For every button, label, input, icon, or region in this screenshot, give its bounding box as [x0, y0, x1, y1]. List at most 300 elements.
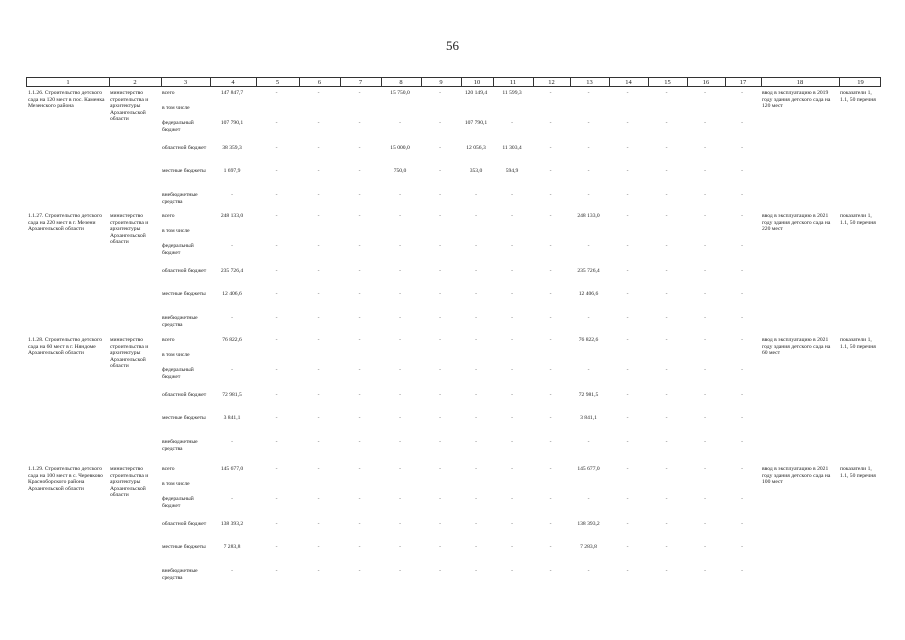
amount-cell: -	[358, 337, 361, 343]
amount-cell: -	[231, 496, 233, 502]
column-divider	[493, 78, 494, 87]
amount-cell: -	[275, 315, 278, 321]
amount-cell: -	[399, 291, 401, 297]
amount-cell: -	[549, 120, 552, 126]
amount-cell: -	[549, 168, 552, 174]
amount-cell: 145 677,0	[577, 466, 600, 472]
amount-cell: -	[475, 415, 477, 421]
amount-cell: -	[475, 291, 477, 297]
funding-source: областной бюджет	[162, 145, 207, 151]
column-divider	[533, 78, 534, 87]
amount-cell: 138 393,2	[220, 521, 244, 527]
funding-source: всего	[162, 213, 175, 219]
amount-cell: -	[665, 145, 668, 151]
amount-cell: -	[549, 415, 552, 421]
amount-cell: -	[626, 415, 629, 421]
amount-cell: -	[626, 392, 629, 398]
amount-cell: -	[475, 392, 477, 398]
amount-cell: -	[475, 496, 477, 502]
amount-cell: 248 133,0	[577, 213, 600, 219]
amount-cell: -	[399, 268, 401, 274]
amount-cell: -	[275, 568, 278, 574]
column-number-12: 12	[548, 79, 555, 86]
amount-cell: -	[626, 192, 629, 198]
amount-cell: -	[511, 213, 513, 219]
amount-cell: -	[665, 466, 668, 472]
amount-cell: -	[358, 145, 361, 151]
amount-cell: -	[358, 192, 361, 198]
amount-cell: -	[626, 90, 629, 96]
column-divider	[609, 78, 610, 87]
column-number-15: 15	[664, 79, 671, 86]
amount-cell: -	[665, 213, 668, 219]
amount-cell: -	[665, 415, 668, 421]
amount-cell: -	[704, 439, 706, 445]
amount-cell: 138 393,2	[577, 521, 600, 527]
amount-cell: -	[358, 439, 361, 445]
item-title: 1.1.26. Строительство детского сада на 120 мест в пос. Каменка Мезенского района	[28, 90, 105, 110]
amount-cell: -	[511, 268, 513, 274]
amount-cell: -	[399, 568, 401, 574]
amount-cell: -	[511, 496, 513, 502]
amount-cell: -	[231, 192, 233, 198]
amount-cell: -	[511, 568, 513, 574]
column-divider	[161, 78, 162, 87]
amount-cell: -	[358, 90, 361, 96]
expected-result: ввод в эксплуатацию в 2021 году здания детского сада на 100 мест	[762, 466, 831, 486]
amount-cell: -	[317, 415, 320, 421]
amount-cell: -	[665, 192, 668, 198]
amount-cell: -	[475, 439, 477, 445]
amount-cell: 12 056,3	[466, 145, 486, 151]
amount-cell: -	[511, 243, 513, 249]
expected-result: ввод в эксплуатацию в 2019 году здания детского сада на 120 мест	[762, 90, 831, 110]
item-title: 1.1.29. Строительство детского сада на 100 мест в с. Черевково Красноборского района Архангельской области	[28, 466, 103, 492]
amount-cell: -	[399, 544, 401, 550]
amount-cell: -	[317, 90, 320, 96]
amount-cell: -	[587, 315, 590, 321]
page-number: 56	[446, 38, 459, 53]
amount-cell: -	[275, 90, 278, 96]
executor: министерство строительства и архитектуры Архангельской области	[110, 90, 149, 123]
executor: министерство строительства и архитектуры Архангельской области	[110, 337, 149, 370]
amount-cell: -	[665, 90, 668, 96]
amount-cell: -	[665, 521, 668, 527]
amount-cell: -	[549, 392, 552, 398]
amount-cell: -	[317, 120, 320, 126]
amount-cell: -	[511, 192, 513, 198]
amount-cell: -	[439, 213, 441, 219]
amount-cell: -	[275, 213, 278, 219]
amount-cell: 120 149,4	[464, 90, 488, 96]
funding-source: федеральный бюджет	[162, 496, 194, 509]
column-divider	[381, 78, 382, 87]
funding-source: в том числе	[162, 352, 190, 358]
amount-cell: 7 283,8	[580, 544, 597, 550]
amount-cell: -	[704, 291, 706, 297]
column-divider	[461, 78, 462, 87]
amount-cell: -	[439, 439, 441, 445]
amount-cell: -	[741, 415, 743, 421]
amount-cell: -	[231, 243, 233, 249]
amount-cell: -	[704, 337, 706, 343]
amount-cell: -	[439, 145, 441, 151]
amount-cell: -	[626, 291, 629, 297]
amount-cell: -	[317, 213, 320, 219]
amount-cell: -	[741, 568, 743, 574]
amount-cell: -	[626, 120, 629, 126]
funding-source: внебюджетные средства	[162, 315, 198, 328]
amount-cell: -	[439, 466, 441, 472]
table-header-row	[26, 77, 881, 87]
amount-cell: -	[587, 496, 590, 502]
amount-cell: -	[358, 120, 361, 126]
amount-cell: -	[475, 243, 477, 249]
funding-source: местные бюджеты	[162, 168, 206, 174]
column-number-8: 8	[399, 79, 403, 86]
amount-cell: 72 981,5	[578, 392, 599, 398]
amount-cell: -	[704, 145, 706, 151]
amount-cell: -	[399, 415, 401, 421]
amount-cell: 12 406,6	[578, 291, 599, 297]
column-divider	[648, 78, 649, 87]
amount-cell: -	[399, 439, 401, 445]
amount-cell: -	[665, 337, 668, 343]
amount-cell: -	[587, 168, 590, 174]
amount-cell: -	[317, 145, 320, 151]
amount-cell: -	[358, 168, 361, 174]
column-divider	[761, 78, 762, 87]
amount-cell: -	[587, 367, 590, 373]
amount-cell: -	[317, 315, 320, 321]
amount-cell: -	[665, 496, 668, 502]
funding-source: всего	[162, 466, 175, 472]
column-number-19: 19	[857, 79, 864, 86]
item-title: 1.1.28. Строительство детского сада на 60 мест в г. Няндоме Архангельской области	[28, 337, 103, 357]
amount-cell: -	[511, 521, 513, 527]
column-number-17: 17	[739, 79, 747, 86]
amount-cell: -	[317, 521, 320, 527]
amount-cell: -	[665, 367, 668, 373]
amount-cell: -	[275, 367, 278, 373]
amount-cell: -	[741, 268, 743, 274]
amount-cell: -	[275, 337, 278, 343]
column-number-2: 2	[133, 79, 137, 86]
amount-cell: -	[317, 291, 320, 297]
amount-cell: -	[275, 268, 278, 274]
amount-cell: -	[317, 192, 320, 198]
amount-cell: -	[358, 213, 361, 219]
amount-cell: -	[549, 268, 552, 274]
column-divider	[256, 78, 257, 87]
amount-cell: 12 406,6	[222, 291, 242, 297]
amount-cell: -	[704, 544, 706, 550]
amount-cell: -	[399, 521, 401, 527]
amount-cell: -	[511, 466, 513, 472]
amount-cell: -	[704, 243, 706, 249]
amount-cell: -	[399, 496, 401, 502]
amount-cell: -	[741, 466, 743, 472]
amount-cell: -	[439, 192, 441, 198]
amount-cell: -	[665, 439, 668, 445]
amount-cell: -	[317, 243, 320, 249]
column-divider	[421, 78, 422, 87]
amount-cell: -	[358, 243, 361, 249]
amount-cell: -	[665, 120, 668, 126]
amount-cell: -	[511, 315, 513, 321]
amount-cell: -	[587, 568, 590, 574]
amount-cell: -	[549, 192, 552, 198]
amount-cell: -	[549, 213, 552, 219]
amount-cell: 235 726,4	[220, 268, 244, 274]
executor: министерство строительства и архитектуры Архангельской области	[110, 213, 149, 246]
amount-cell: -	[704, 568, 706, 574]
amount-cell: -	[439, 315, 441, 321]
amount-cell: 11 599,3	[502, 90, 522, 96]
amount-cell: -	[704, 466, 706, 472]
amount-cell: -	[741, 392, 743, 398]
funding-source: всего	[162, 337, 175, 343]
amount-cell: -	[439, 521, 441, 527]
amount-cell: -	[511, 439, 513, 445]
column-number-18: 18	[796, 79, 804, 86]
amount-cell: -	[704, 120, 706, 126]
amount-cell: -	[741, 192, 743, 198]
amount-cell: -	[439, 337, 441, 343]
indicator-reference: показатели 1, 1.1, 50 перечня	[840, 213, 876, 226]
amount-cell: 147 847,7	[220, 90, 244, 96]
amount-cell: -	[549, 367, 552, 373]
column-number-4: 4	[231, 79, 235, 86]
amount-cell: -	[275, 120, 278, 126]
amount-cell: -	[626, 315, 629, 321]
amount-cell: -	[399, 466, 401, 472]
amount-cell: -	[626, 466, 629, 472]
amount-cell: -	[549, 243, 552, 249]
amount-cell: -	[439, 415, 441, 421]
amount-cell: -	[317, 392, 320, 398]
amount-cell: -	[317, 496, 320, 502]
amount-cell: -	[665, 243, 668, 249]
amount-cell: -	[439, 90, 441, 96]
funding-source: внебюджетные средства	[162, 192, 198, 205]
column-divider	[340, 78, 341, 87]
expected-result: ввод в эксплуатацию в 2021 году здания детского сада на 60 мест	[762, 337, 831, 357]
amount-cell: -	[587, 90, 590, 96]
amount-cell: -	[358, 466, 361, 472]
amount-cell: -	[511, 367, 513, 373]
amount-cell: -	[275, 439, 278, 445]
amount-cell: -	[587, 439, 590, 445]
amount-cell: -	[626, 213, 629, 219]
amount-cell: 107 790,1	[464, 120, 488, 126]
column-number-13: 13	[586, 79, 593, 86]
funding-source: внебюджетные средства	[162, 568, 198, 581]
amount-cell: -	[358, 544, 361, 550]
funding-source: всего	[162, 90, 175, 96]
amount-cell: -	[275, 145, 278, 151]
amount-cell: -	[439, 291, 441, 297]
amount-cell: -	[741, 90, 743, 96]
funding-source: в том числе	[162, 481, 190, 487]
amount-cell: -	[549, 466, 552, 472]
amount-cell: -	[317, 168, 320, 174]
amount-cell: -	[275, 466, 278, 472]
amount-cell: -	[275, 415, 278, 421]
amount-cell: -	[704, 90, 706, 96]
amount-cell: -	[741, 120, 743, 126]
amount-cell: -	[317, 268, 320, 274]
amount-cell: 7 283,8	[223, 544, 241, 550]
amount-cell: 353,0	[469, 168, 483, 174]
amount-cell: -	[511, 291, 513, 297]
amount-cell: -	[275, 168, 278, 174]
amount-cell: -	[475, 213, 477, 219]
column-divider	[210, 78, 211, 87]
column-number-1: 1	[66, 79, 70, 86]
funding-source: федеральный бюджет	[162, 367, 194, 380]
amount-cell: -	[741, 521, 743, 527]
amount-cell: 3 841,1	[223, 415, 241, 421]
amount-cell: -	[626, 544, 629, 550]
funding-source: федеральный бюджет	[162, 120, 194, 133]
amount-cell: 38 359,3	[222, 145, 242, 151]
amount-cell: -	[358, 496, 361, 502]
column-number-10: 10	[473, 79, 481, 86]
column-divider	[839, 78, 840, 87]
amount-cell: -	[741, 496, 743, 502]
amount-cell: -	[549, 544, 552, 550]
amount-cell: -	[549, 145, 552, 151]
column-divider	[299, 78, 300, 87]
amount-cell: 72 981,5	[222, 392, 242, 398]
amount-cell: -	[439, 367, 441, 373]
amount-cell: 145 677,0	[220, 466, 244, 472]
amount-cell: -	[741, 145, 743, 151]
amount-cell: -	[475, 521, 477, 527]
amount-cell: -	[741, 213, 743, 219]
amount-cell: 15 000,0	[390, 145, 410, 151]
amount-cell: -	[317, 367, 320, 373]
amount-cell: -	[704, 496, 706, 502]
amount-cell: -	[626, 439, 629, 445]
amount-cell: -	[275, 291, 278, 297]
funding-source: областной бюджет	[162, 521, 207, 527]
amount-cell: -	[399, 213, 401, 219]
amount-cell: -	[399, 315, 401, 321]
amount-cell: -	[741, 439, 743, 445]
amount-cell: -	[475, 544, 477, 550]
column-number-9: 9	[439, 79, 443, 86]
indicator-reference: показатели 1, 1.1, 50 перечня	[840, 337, 876, 350]
amount-cell: -	[275, 496, 278, 502]
expected-result: ввод в эксплуатацию в 2021 году здания детского сада на 220 мест	[762, 213, 831, 233]
amount-cell: -	[511, 544, 513, 550]
indicator-reference: показатели 1, 1.1, 50 перечня	[840, 466, 876, 479]
amount-cell: -	[665, 168, 668, 174]
amount-cell: -	[439, 243, 441, 249]
funding-source: местные бюджеты	[162, 415, 206, 421]
amount-cell: -	[399, 337, 401, 343]
amount-cell: -	[549, 291, 552, 297]
amount-cell: -	[741, 544, 743, 550]
amount-cell: -	[358, 392, 361, 398]
amount-cell: -	[439, 544, 441, 550]
amount-cell: -	[317, 544, 320, 550]
amount-cell: -	[511, 392, 513, 398]
amount-cell: -	[626, 496, 629, 502]
amount-cell: -	[741, 243, 743, 249]
amount-cell: -	[511, 337, 513, 343]
amount-cell: -	[439, 268, 441, 274]
funding-source: местные бюджеты	[162, 291, 206, 297]
amount-cell: -	[399, 120, 401, 126]
amount-cell: -	[358, 367, 361, 373]
amount-cell: -	[665, 568, 668, 574]
amount-cell: -	[231, 568, 233, 574]
amount-cell: -	[704, 367, 706, 373]
amount-cell: -	[439, 168, 441, 174]
amount-cell: 3 841,1	[580, 415, 597, 421]
funding-source: областной бюджет	[162, 268, 207, 274]
amount-cell: -	[741, 367, 743, 373]
amount-cell: -	[626, 367, 629, 373]
amount-cell: -	[358, 268, 361, 274]
amount-cell: -	[704, 415, 706, 421]
funding-source: областной бюджет	[162, 392, 207, 398]
column-divider	[725, 78, 726, 87]
amount-cell: 248 133,0	[220, 213, 244, 219]
amount-cell: -	[275, 544, 278, 550]
amount-cell: 76 822,6	[578, 337, 599, 343]
amount-cell: -	[741, 315, 743, 321]
amount-cell: -	[475, 337, 477, 343]
amount-cell: -	[475, 268, 477, 274]
column-divider	[570, 78, 571, 87]
amount-cell: -	[665, 291, 668, 297]
amount-cell: -	[626, 337, 629, 343]
amount-cell: -	[358, 568, 361, 574]
amount-cell: -	[741, 291, 743, 297]
amount-cell: -	[231, 315, 233, 321]
column-number-5: 5	[275, 79, 280, 86]
funding-source: в том числе	[162, 105, 190, 111]
amount-cell: -	[399, 367, 401, 373]
amount-cell: -	[231, 367, 233, 373]
amount-cell: -	[549, 337, 552, 343]
amount-cell: -	[275, 392, 278, 398]
amount-cell: -	[475, 466, 477, 472]
column-number-16: 16	[702, 79, 710, 86]
amount-cell: -	[587, 243, 590, 249]
amount-cell: 11 303,4	[502, 145, 522, 151]
amount-cell: -	[626, 568, 629, 574]
column-number-14: 14	[625, 79, 632, 86]
executor: министерство строительства и архитектуры Архангельской области	[110, 466, 149, 499]
amount-cell: -	[704, 268, 706, 274]
amount-cell: -	[317, 337, 320, 343]
amount-cell: -	[704, 315, 706, 321]
amount-cell: -	[231, 439, 233, 445]
amount-cell: -	[741, 168, 743, 174]
amount-cell: -	[511, 120, 513, 126]
amount-cell: 15 750,0	[390, 90, 410, 96]
amount-cell: 1 697,9	[223, 168, 241, 174]
funding-source: в том числе	[162, 228, 190, 234]
amount-cell: -	[317, 568, 320, 574]
amount-cell: -	[439, 496, 441, 502]
column-number-3: 3	[183, 79, 188, 86]
